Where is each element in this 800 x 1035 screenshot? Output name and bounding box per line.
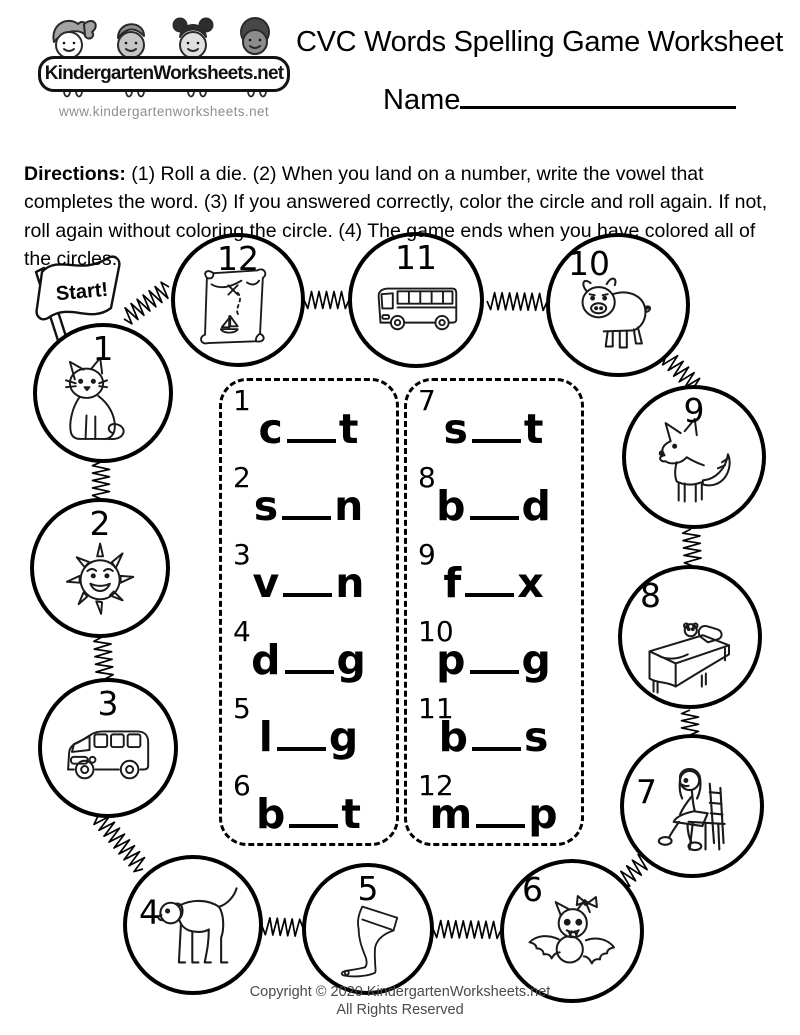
word-blank [222, 636, 396, 684]
word-last-letter: t [338, 405, 360, 453]
word-blank [407, 790, 581, 838]
circle-number: 12 [217, 239, 259, 278]
fox-icon [638, 416, 750, 517]
circle-number: 9 [683, 391, 705, 430]
vowel-blank [285, 670, 334, 674]
word-blank [222, 790, 396, 838]
directions-label: Directions: [24, 162, 126, 185]
vowel-blank [289, 824, 338, 828]
logo-wordmark: KindergartenWorksheets.net [38, 56, 290, 92]
word-last-letter: g [521, 636, 552, 684]
site-logo [38, 8, 290, 119]
word-first-letter: f [443, 559, 463, 607]
word-first-letter: p [436, 636, 467, 684]
word-row [407, 766, 581, 843]
word-row [407, 458, 581, 535]
word-last-letter: n [334, 482, 365, 530]
vowel-blank [476, 824, 525, 828]
vowel-blank [282, 516, 331, 520]
word-number: 2 [233, 461, 251, 494]
word-row [407, 689, 581, 766]
word-blank [407, 713, 581, 761]
kids-feet-icon [38, 91, 290, 101]
vowel-blank [283, 593, 332, 597]
game-circle-4 [123, 855, 263, 995]
start-label: Start! [54, 278, 109, 306]
circle-number: 6 [522, 870, 543, 909]
word-last-letter: g [336, 636, 367, 684]
word-number: 12 [418, 769, 454, 802]
word-blank [407, 559, 581, 607]
vowel-blank [470, 516, 519, 520]
word-number: 8 [418, 461, 436, 494]
word-last-letter: p [528, 790, 559, 838]
word-last-letter: s [523, 713, 550, 761]
girl-sitting-icon [644, 752, 750, 866]
game-circle-7 [620, 734, 764, 878]
word-row [222, 689, 396, 766]
circle-number: 3 [97, 684, 119, 723]
cat-icon [49, 353, 157, 451]
circle-number: 11 [395, 238, 437, 277]
circle-number: 8 [640, 576, 661, 615]
circle-number: 4 [139, 892, 160, 932]
word-row [222, 381, 396, 458]
word-first-letter: b [438, 713, 469, 761]
vowel-blank [287, 439, 336, 443]
vowel-blank [472, 747, 521, 751]
word-last-letter: t [523, 405, 545, 453]
word-last-letter: n [335, 559, 366, 607]
sun-icon [46, 528, 154, 626]
word-blank [222, 482, 396, 530]
word-panel-right [404, 378, 584, 846]
circle-number: 10 [568, 244, 610, 283]
copyright-footer [0, 984, 800, 1019]
word-row [407, 612, 581, 689]
word-row [407, 535, 581, 612]
word-blank [222, 713, 396, 761]
vowel-blank [465, 593, 514, 597]
vowel-blank [277, 747, 326, 751]
word-first-letter: s [253, 482, 280, 530]
game-circle-2 [30, 498, 170, 638]
word-last-letter: x [517, 559, 545, 607]
word-panel-left [219, 378, 399, 846]
circle-number: 7 [636, 772, 657, 812]
logo-url: www.kindergartenworksheets.net [58, 104, 270, 119]
dog-icon [147, 872, 250, 983]
game-circle-5 [302, 863, 434, 995]
word-number: 6 [233, 769, 251, 802]
word-first-letter: b [436, 482, 467, 530]
word-number: 10 [418, 615, 454, 648]
word-row [222, 458, 396, 535]
word-number: 1 [233, 384, 251, 417]
word-blank [407, 405, 581, 453]
name-blank-line [460, 106, 736, 109]
game-circle-8 [618, 565, 762, 709]
page-title: CVC Words Spelling Game Worksheet [296, 26, 784, 58]
word-first-letter: v [252, 559, 281, 607]
word-first-letter: d [251, 636, 282, 684]
word-blank [222, 559, 396, 607]
word-number: 5 [233, 692, 251, 725]
game-circle-1 [33, 323, 173, 463]
word-number: 4 [233, 615, 251, 648]
word-blank [407, 482, 581, 530]
copyright-line: Copyright © 2020 KindergartenWorksheets.net [249, 984, 551, 1000]
word-number: 3 [233, 538, 251, 571]
word-blank [222, 405, 396, 453]
game-circle-3 [38, 678, 178, 818]
vowel-blank [470, 670, 519, 674]
word-row [222, 535, 396, 612]
word-number: 11 [418, 692, 454, 725]
name-field [383, 84, 736, 117]
game-circle-6 [500, 859, 644, 1003]
word-first-letter: s [443, 405, 469, 453]
circle-number: 1 [92, 329, 114, 368]
rights-line: All Rights Reserved [336, 1001, 464, 1018]
word-first-letter: c [258, 405, 284, 453]
word-blank [407, 636, 581, 684]
game-circle-9 [622, 385, 766, 529]
word-row [407, 381, 581, 458]
circle-number: 5 [357, 869, 379, 908]
word-first-letter: m [429, 790, 474, 838]
word-last-letter: g [328, 713, 360, 761]
word-number: 7 [418, 384, 436, 417]
name-label: Name [383, 84, 461, 116]
word-first-letter: l [258, 713, 274, 761]
word-number: 9 [418, 538, 436, 571]
word-row [222, 766, 396, 843]
van-icon [54, 708, 162, 806]
word-row [222, 612, 396, 689]
word-last-letter: t [341, 790, 362, 838]
directions-text: Directions: (1) Roll a die. (2) When you land on a number, write the vowel that completes the word. (3) If you answered correctly, color the circle and roll again. If not, roll again without coloring the circle. (4) The game ends when you have colored all of the circles. [24, 162, 768, 271]
vowel-blank [472, 439, 521, 443]
word-first-letter: b [256, 790, 287, 838]
circle-number: 2 [89, 504, 111, 543]
word-last-letter: d [521, 482, 552, 530]
